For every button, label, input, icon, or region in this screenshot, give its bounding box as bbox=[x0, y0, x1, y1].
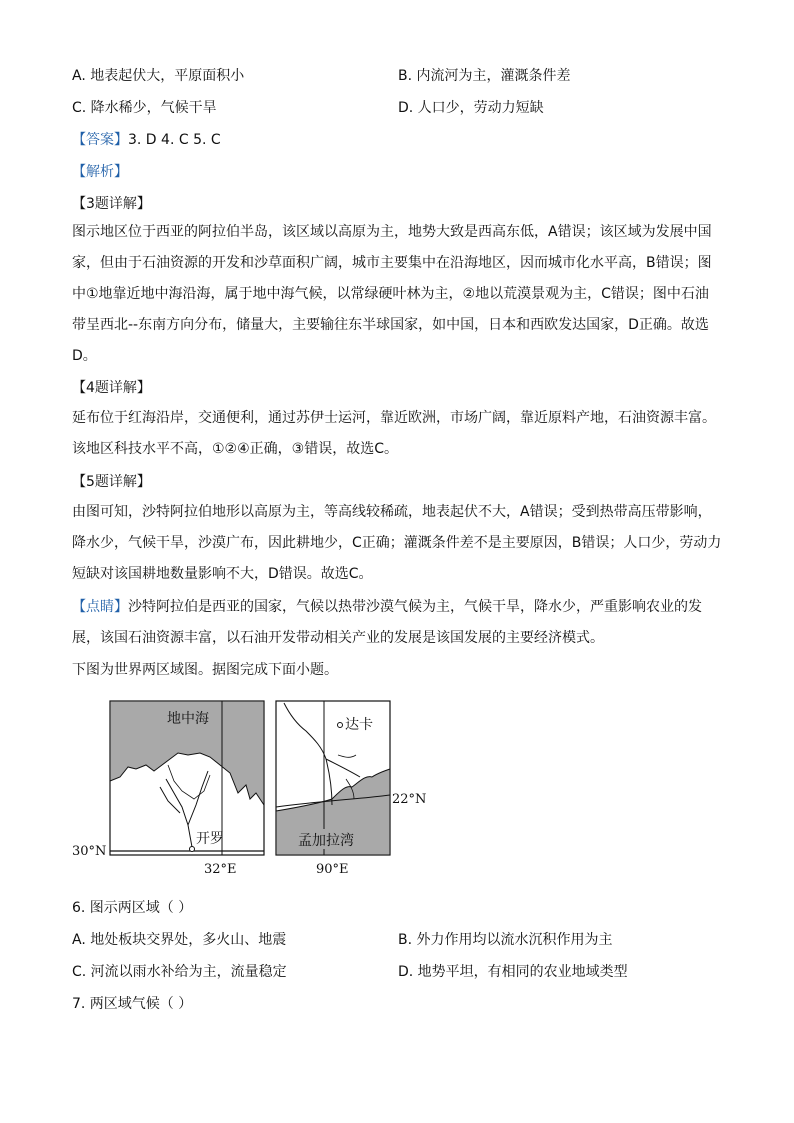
answer-text: 3. D 4. C 5. C bbox=[128, 132, 221, 148]
point-body: 沙特阿拉伯是西亚的国家，气候以热带沙漠气候为主，气候干旱，降水少，严重影响农业的发展，该国石油资源丰富，以石油开发带动相关产业的发展是该国发展的主要经济模式。 bbox=[72, 599, 702, 646]
right-map bbox=[276, 701, 426, 877]
analysis-label: 【解析】 bbox=[72, 164, 128, 180]
right-lon-label: 90°E bbox=[316, 862, 349, 877]
q7-stem: 7. 两区域气候（ ） bbox=[72, 996, 193, 1012]
left-lon-label: 32°E bbox=[204, 862, 237, 877]
q5-body: 由图可知，沙特阿拉伯地形以高原为主，等高线较稀疏，地表起伏不大，A错误；受到热带高压带影响，降水少，气候干旱，沙漠广布，因此耕地少，C正确；灌溉条件差不是主要原因，B错误；人口少，劳动力短缺对该国耕地数量影响不大，D错误。故选C。 bbox=[72, 504, 722, 582]
option-a: A. 地表起伏大，平原面积小 bbox=[72, 68, 245, 84]
q6-option-b: B. 外力作用均以流水沉积作用为主 bbox=[398, 932, 613, 948]
point-paragraph bbox=[72, 592, 722, 654]
q6-stem: 6. 图示两区域（ ） bbox=[72, 900, 193, 916]
right-bay-label: 孟加拉湾 bbox=[298, 833, 354, 849]
answer-line bbox=[72, 130, 221, 150]
region-maps bbox=[70, 695, 430, 880]
q4-body: 延布位于红海沿岸，交通便利，通过苏伊士运河，靠近欧洲，市场广阔，靠近原料产地，石油资源丰富。该地区科技水平不高，①②④正确，③错误，故选C。 bbox=[72, 410, 716, 457]
left-map bbox=[72, 701, 264, 877]
left-lat-label: 30°N bbox=[72, 844, 107, 859]
option-d: D. 人口少，劳动力短缺 bbox=[398, 100, 544, 116]
q6-option-d: D. 地势平坦，有相同的农业地域类型 bbox=[398, 964, 628, 980]
left-sea-label: 地中海 bbox=[167, 711, 209, 727]
option-b: B. 内流河为主，灌溉条件差 bbox=[398, 68, 571, 84]
option-c: C. 降水稀少，气候干旱 bbox=[72, 100, 217, 116]
answer-label: 【答案】 bbox=[72, 132, 128, 148]
right-lat-label: 22°N bbox=[392, 792, 427, 807]
intro-text: 下图为世界两区域图。据图完成下面小题。 bbox=[72, 662, 338, 678]
q4-heading: 【4题详解】 bbox=[72, 380, 151, 396]
right-city-label: 达卡 bbox=[345, 717, 373, 733]
point-label: 【点睛】 bbox=[72, 599, 128, 615]
q6-option-a: A. 地处板块交界处，多火山、地震 bbox=[72, 932, 287, 948]
left-city-label: 开罗 bbox=[196, 831, 224, 847]
q6-option-c: C. 河流以雨水补给为主，流量稳定 bbox=[72, 964, 287, 980]
q3-body: 图示地区位于西亚的阿拉伯半岛，该区域以高原为主，地势大致是西高东低，A错误；该区域为发展中国家，但由于石油资源的开发和沙草面积广阔，城市主要集中在沿海地区，因而城市化水平高，B错误；图中①地靠近地中海沿海，属于地中海气候，以常绿硬叶林为主，②地以荒漠景观为主，C错误；图中石油带呈西北--东南方向分布，储量大，主要输往东半球国家，如中国，日本和西欧发达国家，D正确。故选D。 bbox=[72, 224, 712, 364]
q3-heading: 【3题详解】 bbox=[72, 196, 151, 212]
q5-heading: 【5题详解】 bbox=[72, 474, 151, 490]
